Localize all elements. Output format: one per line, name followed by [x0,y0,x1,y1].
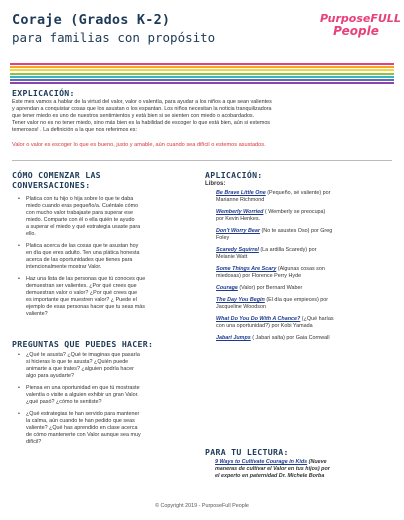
bullet-line: valiente? ¿Qué has aprendido en clase acerca [26,425,138,431]
questions-heading: PREGUNTAS QUE PUEDES HACER: [12,339,154,349]
book-detail: (La ardilla Scaredy) por [258,247,317,253]
book-item [216,335,396,342]
bullet-line: difícil? [26,439,42,445]
bullet-line: en día que eres adulto. Ten una plática honesta [26,250,140,256]
book-item [216,190,396,204]
bullet-line: de cómo mantenerte con Valor aunque sea muy [26,432,141,438]
bullet-line: ¿qué pasó? ¿cómo te sentiste? [26,399,102,405]
book-title-link[interactable]: Some Things Are Scary [216,266,277,272]
bullet-line: a superar el miedo y qué estrategia usaste para [26,224,141,230]
book-title-link[interactable]: Wemberly Worried [216,209,264,215]
book-title-link[interactable]: Courage [216,285,238,291]
stripe [10,63,394,65]
book-line [216,209,396,216]
bullet-line: valiente? [26,311,48,317]
logo-line2: People [333,24,379,38]
bullet-line: miedo. Comparte con él o ella quién te ayudo [26,217,135,223]
book-line [216,335,396,342]
conversation-heading [12,170,101,190]
page-subtitle: para familias con propósito [12,30,216,45]
color-stripes [10,63,394,79]
explanation-line: que tener miedo es uno de nuestros sentimientos y está bien si se sienten con miedo o acobardados. [12,113,255,119]
book-title-link[interactable]: Scaredy Squirrel [216,247,259,253]
bullet-line: es importante que muestren valor? ¿ Puede el [26,297,137,303]
conversation-list [16,196,202,323]
book-author: Marianne Richmond [216,197,265,203]
bullet-line: • Haz una lista de las personas que tú conoces que [26,276,146,282]
explanation-line: Este mes vamos a hablar de la virtud del valor, valor o valentía, para ayudar a los niños a que sean valientes [12,99,272,105]
bullet-line: la calma, aún cuando te han pedido que seas [26,418,135,424]
explanation-body [12,99,396,134]
book-title-link[interactable]: Be Brave Little One [216,190,266,196]
book-item [216,247,396,261]
bullet-line: valentía o visite a alguien exhibir un gran Valor. [26,392,139,398]
footer-copyright: © Copyright 2019 - PurposeFull People [155,503,249,509]
book-line [216,247,396,254]
book-item [216,228,396,242]
bullet-line: algo para ayudarte? [26,373,74,379]
bullet-line: • Platica acerca de las cosas que te asustan hoy [26,243,139,249]
book-title-link[interactable]: Jabari Jumps [216,335,251,341]
stripe [10,73,394,75]
book-detail: (Valor) por Bernard Waber [237,285,303,291]
bullet-line: demuestran ser valientes. ¿Por qué crees que [26,283,137,289]
reading-text [215,459,400,480]
book-line [216,190,396,197]
bullet-line: • ¿Qué te asusta? ¿Qué te imaginas que pasaría [26,352,140,358]
bullet-item [26,352,202,380]
bullet-item [26,196,202,238]
bullet-line: miedo cuando eras pequeño/a. Cuéntale cómo [26,203,139,209]
bullet-line: con mucho valor trabajaste para superar ese [26,210,133,216]
book-detail: (Algunas cosas son [276,266,325,272]
stripe [10,76,394,78]
bullet-line: si hicieras lo que te asusta? ¿Quién puede [26,359,129,365]
explanation-line: temerosos! . La definición a la que nos referimos es: [12,127,137,133]
book-detail: (No te asustes Oso) por Greg [260,228,333,234]
book-detail: ( Jabari salta) por Gaia Cornwall [250,335,330,341]
book-item [216,266,396,280]
book-item [216,285,396,292]
bullet-item [26,243,202,271]
book-title-link[interactable]: Don't Worry Bear [216,228,261,234]
book-author: Melanie Watt [216,254,248,260]
bullet-item [26,276,202,318]
explanation-heading: EXPLICACIÓN: [12,88,75,98]
book-author: Jacqueline Woodson [216,304,266,310]
reading-line: maneras de cultivar el Valor en tus hijos) por [215,466,330,472]
page-title: Coraje (Grados K-2) [12,12,171,28]
application-heading: APLICACIÓN: [205,170,263,180]
book-detail: ( Wemberly se preocupa) [263,209,326,215]
bullet-item [26,385,202,406]
book-line [216,285,396,292]
divider [12,160,392,161]
book-line [216,316,396,323]
reading-link[interactable]: 9 Ways to Cultivate Courage in Kids [215,459,308,465]
book-title-link[interactable]: What Do You Do With A Chance? [216,316,301,322]
bullet-line: demuestran valor o valor? ¿Por qué crees que [26,290,138,296]
book-title-link[interactable]: The Day You Begin [216,297,265,303]
bullet-line: ello. [26,231,36,237]
book-item [216,297,396,311]
conversation-heading-line: CONVERSACIONES: [12,180,91,190]
reading-heading: PARA TU LECTURA: [205,447,289,457]
explanation-line: y aprendan a conquistar cosas que los asustan o los espantan. Los niños necesitan la noticia tranquilizadora [12,106,272,112]
stripe [10,69,394,71]
bullet-line: intencionalmente mostrar Valor. [26,264,102,270]
bullet-line: acerca de las oportunidades que tienes para [26,257,133,263]
bullet-item [26,411,202,446]
stripe [10,66,394,68]
bullet-line: • Piensa en una oportunidad en que tú mostraste [26,385,140,391]
logo-line1: PurposeFULL [320,12,401,25]
book-line [216,297,396,304]
explanation-line: Tener valor no es no tener miedo, sino más bien es la habilidad de escoger lo que está bien, aún si estemos [12,120,271,126]
book-detail: (¿Qué harías [300,316,334,322]
stripe [10,79,394,81]
book-author: Foley [216,235,230,241]
book-author: miedosas) por Florence Perry Hyde [216,273,302,279]
bullet-line: • Platica con tu hijo o hija sobre lo que te daba [26,196,134,202]
stripe [10,82,394,84]
book-detail: (El día que empieces) por [264,297,329,303]
reading-line: el experto en paternidad Dr. Michele Borba [215,473,325,479]
book-list [216,190,396,347]
book-line [216,266,396,273]
conversation-heading-line: CÓMO COMENZAR LAS [12,170,101,180]
book-item [216,209,396,223]
bullet-line: animarte a que trates? ¿alguien podría hacer [26,366,134,372]
book-line [216,228,396,235]
books-subheading: Libros: [205,181,226,187]
bullet-line: ejemplo de esas personas hacer que tu seas más [26,304,145,310]
reading-rest: (Nueve [307,459,327,465]
book-item [216,316,396,330]
book-detail: (Pequeño, sé valiente) por [265,190,331,196]
reading-line [215,459,400,466]
questions-list [16,352,202,451]
purposefull-people-logo [320,12,401,38]
definition-text: Valor o valor es escoger lo que es bueno, justo y amable, aún cuando sea difícil o estemos asustados. [12,142,266,148]
book-author: con una oportunidad?) por Kobi Yamada [216,323,313,329]
bullet-line: • ¿Qué estrategias te han servido para mantener [26,411,140,417]
book-author: por Kevin Henkes. [216,216,261,222]
